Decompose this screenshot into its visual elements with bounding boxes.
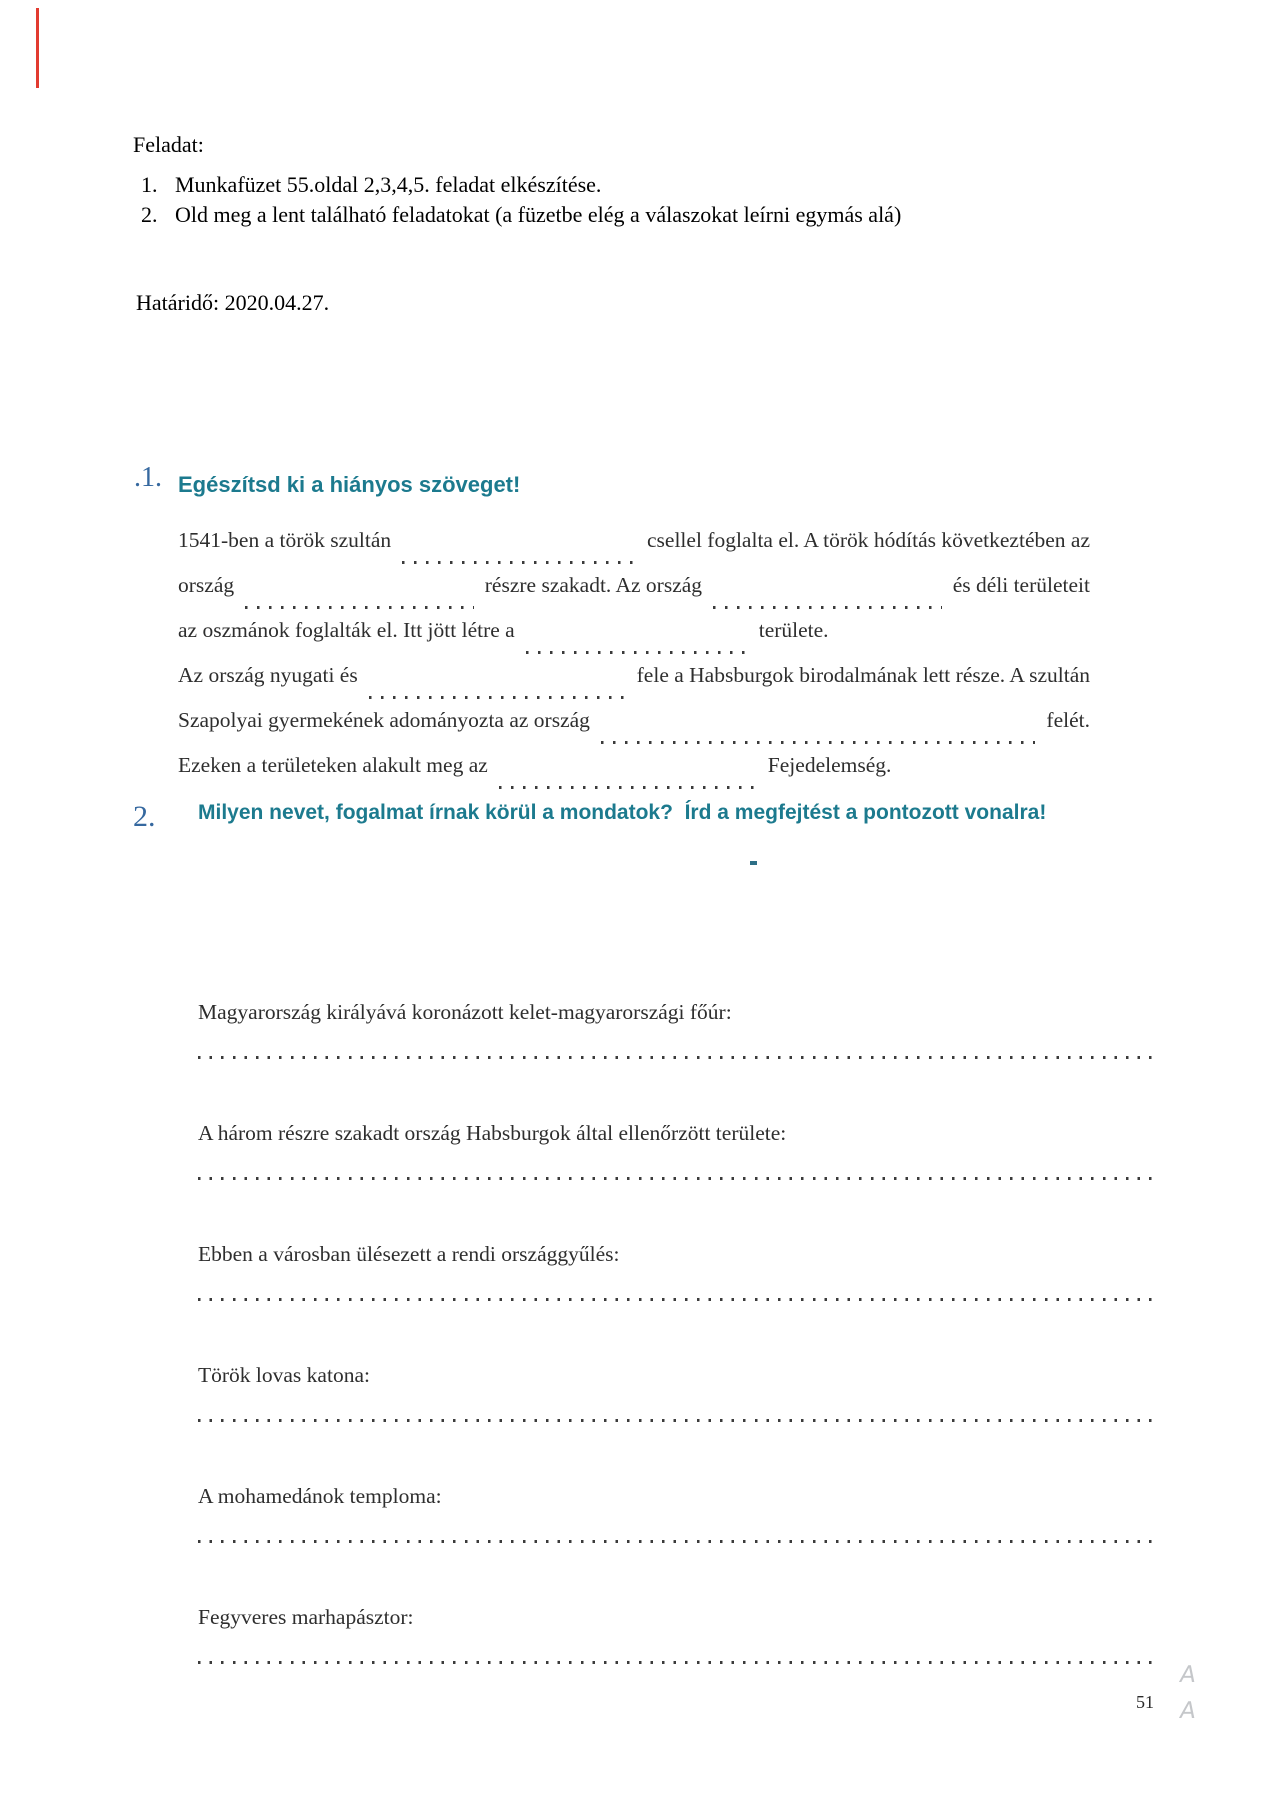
blank-dotted-line [499,786,757,789]
deadline-text: Határidő: 2020.04.27. [136,290,330,315]
question-block [198,1361,1155,1482]
assignment-item-number: 2. [141,202,158,227]
watermark-letter: A [1177,1698,1199,1724]
answer-dotted-line [198,1661,1155,1664]
assignment-item-number: 1. [141,172,158,197]
assignment-item-text: Old meg a lent található feladatokat (a füzetbe elég a válaszokat leírni egymás alá) [175,202,902,227]
blank-dotted-line [245,606,474,609]
question-prompt: Fegyveres marhapásztor: [198,1605,414,1629]
exercise1-paragraph [178,528,1090,798]
fill-line [178,753,1090,798]
fill-text: Szapolyai gyermekének adományozta az ország [178,708,590,732]
question-block [198,1482,1155,1603]
fill-line [178,528,1090,573]
question-prompt: Ebben a városban ülésezett a rendi országgyűlés: [198,1242,620,1266]
assignment-item [141,202,901,228]
blank-dotted-line [402,561,636,564]
exercise1-number: .1. [134,462,162,493]
fill-text: csellel foglalta el. A török hódítás következtében az [647,528,1090,552]
answer-dotted-line [198,1177,1155,1180]
exercise1-heading: Egészítsd ki a hiányos szöveget! [178,472,521,497]
exercise2-question-list [198,998,1155,1724]
question-prompt: Török lovas katona: [198,1363,370,1387]
blank-dotted-line [601,741,1036,744]
blank-dotted-line [713,606,942,609]
answer-dotted-line [198,1056,1155,1059]
question-block [198,1119,1155,1240]
fill-line [178,573,1090,618]
red-pen-mark [36,8,39,88]
fill-text: 1541-ben a török szultán [178,528,392,552]
fill-text: részre szakadt. Az ország [484,573,703,597]
blank-dotted-line [369,696,626,699]
answer-dotted-line [198,1419,1155,1422]
fill-text: Ezeken a területeken alakult meg az [178,753,488,777]
stray-mark [750,861,757,865]
question-prompt: A három részre szakadt ország Habsburgok által ellenőrzött területe: [198,1121,787,1145]
question-block [198,998,1155,1119]
exercise2-number: 2. [133,800,156,833]
question-block [198,1603,1155,1724]
fill-text: Az ország nyugati és [178,663,358,687]
fill-line [178,663,1090,708]
fill-line [178,708,1090,753]
answer-dotted-line [198,1540,1155,1543]
question-prompt: Magyarország királyává koronázott kelet-magyarországi főúr: [198,1000,732,1024]
fill-text: fele a Habsburgok birodalmának lett része. A szultán [636,663,1090,687]
assignment-item-text: Munkafüzet 55.oldal 2,3,4,5. feladat elkészítése. [175,172,602,197]
answer-dotted-line [198,1298,1155,1301]
watermark-letter: A [1177,1662,1199,1688]
assignment-item [141,172,601,198]
question-prompt: A mohamedánok temploma: [198,1484,442,1508]
fill-text: az oszmánok foglalták el. Itt jött létre a [178,618,515,642]
exercise2-heading: Milyen nevet, fogalmat írnak körül a mondatok? Írd a megfejtést a pontozott vonalra! [198,801,1047,824]
assignment-title: Feladat: [133,132,204,157]
fill-text: területe. [758,618,829,642]
fill-text: ország [178,573,235,597]
blank-dotted-line [526,651,748,654]
question-block [198,1240,1155,1361]
page-number: 51 [1136,1692,1154,1712]
fill-text: Fejedelemség. [767,753,892,777]
fill-line [178,618,1090,663]
fill-text: felét. [1046,708,1090,732]
fill-text: és déli területeit [952,573,1090,597]
